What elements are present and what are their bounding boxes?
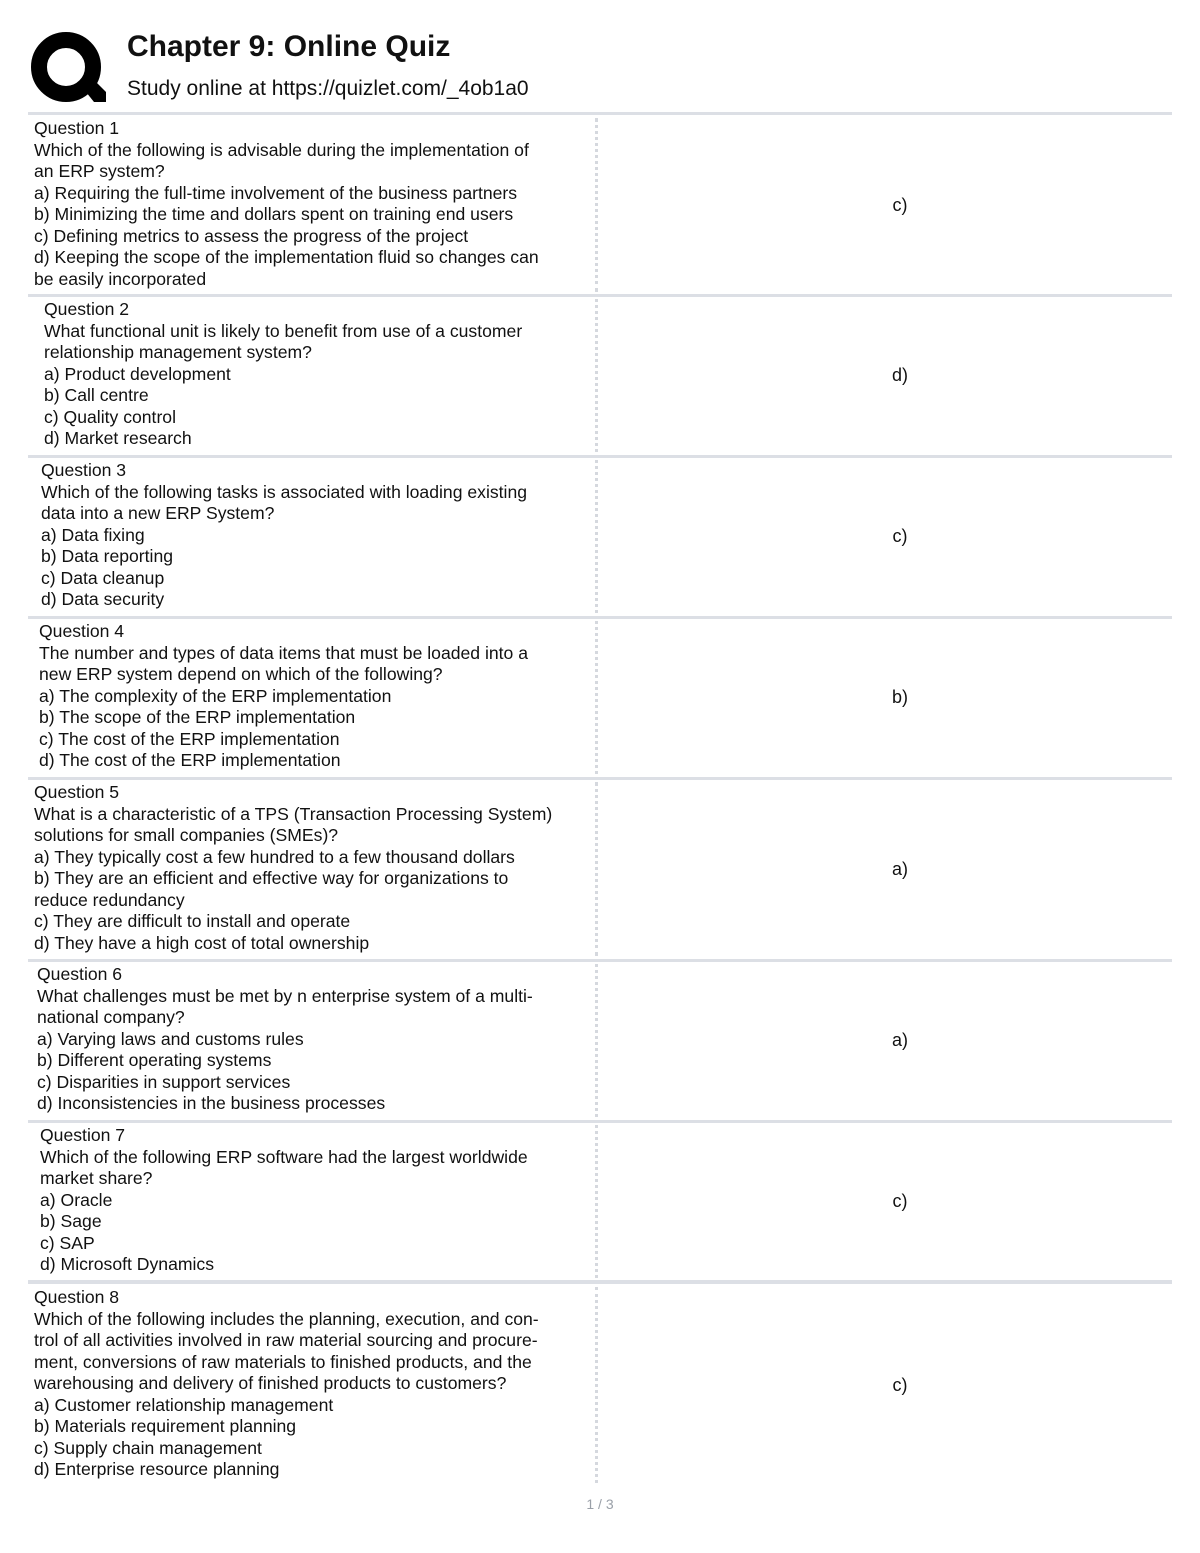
- answer-option: b) Materials requirement planning: [34, 1416, 297, 1436]
- quizlet-logo-icon: [30, 30, 108, 108]
- question-card: [28, 1285, 1172, 1485]
- answer-option: c) Defining metrics to assess the progress of the project: [34, 225, 469, 246]
- question-card: [28, 458, 1172, 615]
- answer-option: d) Enterprise resource planning: [34, 1459, 280, 1479]
- answer-option: d) Microsoft Dynamics: [40, 1254, 215, 1274]
- answer-option: b) Sage: [40, 1211, 102, 1231]
- correct-answer: d): [891, 365, 908, 385]
- question-label: Question 2: [44, 299, 130, 319]
- question-text: [28, 458, 611, 615]
- question-prompt-line: an ERP system?: [34, 161, 165, 181]
- answer-option: d) They have a high cost of total ownership: [34, 932, 370, 953]
- answer-option: a) The complexity of the ERP implementation: [39, 685, 392, 706]
- question-prompt-line: Which of the following is advisable during the implementation of: [34, 139, 529, 160]
- answer-option: a) Requiring the full-time involvement of the business partners: [34, 182, 518, 203]
- column-divider: [595, 782, 598, 956]
- correct-answer: b): [891, 687, 908, 707]
- page-number: 1 / 3: [586, 1496, 614, 1512]
- correct-answer: a): [891, 1030, 908, 1050]
- answer-option: c) The cost of the ERP implementation: [39, 728, 340, 749]
- question-prompt-line: The number and types of data items that must be loaded into a: [39, 642, 529, 663]
- answer-option: c) Supply chain management: [34, 1437, 262, 1458]
- answer-option: b) Minimizing the time and dollars spent on training end users: [34, 204, 514, 224]
- question-text: [28, 1123, 610, 1280]
- question-prompt-line: Which of the following ERP software had the largest worldwide: [40, 1146, 528, 1167]
- column-divider: [595, 460, 598, 613]
- answer-option: c) SAP: [40, 1232, 95, 1253]
- question-prompt-line: warehousing and delivery of finished products to customers?: [34, 1373, 507, 1393]
- answer-option: c) Data cleanup: [41, 567, 165, 588]
- question-text: [28, 1285, 604, 1485]
- answer-option: a) Data fixing: [41, 524, 145, 545]
- answer-option: d) Market research: [44, 428, 192, 448]
- answer-option: c) Quality control: [44, 406, 176, 427]
- column-divider: [595, 1287, 598, 1483]
- question-card: [28, 780, 1172, 958]
- question-prompt-line: solutions for small companies (SMEs)?: [34, 825, 339, 845]
- question-separator: [28, 1280, 1172, 1284]
- answer-option: a) Product development: [44, 363, 231, 384]
- answer-option: b) Data reporting: [41, 546, 174, 566]
- question-prompt-line: new ERP system depend on which of the following?: [39, 664, 443, 684]
- column-divider: [595, 1125, 598, 1278]
- answer-option: a) Oracle: [40, 1189, 113, 1210]
- question-prompt-line: be easily incorporated: [34, 268, 207, 289]
- question-label: Question 8: [34, 1287, 120, 1307]
- answer-option: d) Inconsistencies in the business processes: [37, 1093, 386, 1113]
- question-card: [28, 619, 1172, 776]
- question-prompt-line: national company?: [37, 1007, 185, 1027]
- question-label: Question 3: [41, 460, 127, 480]
- correct-answer: c): [892, 1374, 908, 1395]
- answer-option: b) They are an efficient and effective way for organizations to: [34, 868, 509, 888]
- correct-answer: a): [891, 858, 908, 879]
- correct-answer: c): [892, 526, 908, 546]
- question-card: [28, 116, 1172, 294]
- question-prompt-line: relationship management system?: [44, 342, 312, 362]
- answer-option: b) Call centre: [44, 385, 149, 405]
- question-prompt-line: market share?: [40, 1168, 153, 1188]
- question-label: Question 7: [40, 1125, 126, 1145]
- question-text: [28, 297, 614, 454]
- answer-option: b) Different operating systems: [37, 1050, 272, 1070]
- question-label: Question 4: [39, 621, 125, 641]
- column-divider: [595, 118, 598, 292]
- question-prompt-line: Which of the following tasks is associated with loading existing: [41, 481, 528, 502]
- question-prompt-line: trol of all activities involved in raw material sourcing and procure-: [34, 1330, 538, 1350]
- correct-answer: c): [892, 194, 908, 215]
- column-divider: [595, 621, 598, 774]
- answer-option: d) Data security: [41, 589, 165, 609]
- column-divider: [595, 964, 598, 1117]
- question-text: [28, 780, 604, 958]
- question-card: [28, 962, 1172, 1119]
- question-prompt-line: Which of the following includes the planning, execution, and con-: [34, 1308, 539, 1329]
- answer-option: b) The scope of the ERP implementation: [39, 707, 356, 727]
- answer-option: a) Varying laws and customs rules: [37, 1028, 304, 1049]
- answer-option: d) The cost of the ERP implementation: [39, 750, 341, 770]
- page-header: [0, 0, 1200, 112]
- column-divider: [595, 299, 598, 452]
- answer-option: c) Disparities in support services: [37, 1071, 291, 1092]
- question-card: [28, 297, 1172, 454]
- answer-option: a) They typically cost a few hundred to a few thousand dollars: [34, 846, 515, 867]
- question-prompt-line: ment, conversions of raw materials to finished products, and the: [34, 1351, 532, 1372]
- question-prompt-line: What challenges must be met by n enterprise system of a multi-: [37, 985, 533, 1006]
- question-prompt-line: What is a characteristic of a TPS (Transaction Processing System): [34, 803, 553, 824]
- question-text: [28, 116, 604, 294]
- page-title: Chapter 9: Online Quiz: [127, 30, 451, 63]
- question-text: [28, 962, 607, 1119]
- correct-answer: c): [892, 1191, 908, 1211]
- question-card: [28, 1123, 1172, 1280]
- answer-option: c) They are difficult to install and operate: [34, 911, 351, 931]
- question-label: Question 5: [34, 782, 120, 802]
- question-prompt-line: data into a new ERP System?: [41, 503, 275, 523]
- question-text: [28, 619, 609, 776]
- question-label: Question 6: [37, 964, 123, 984]
- answer-option: a) Customer relationship management: [34, 1394, 334, 1415]
- question-separator: [28, 112, 1172, 115]
- question-label: Question 1: [34, 118, 120, 138]
- question-prompt-line: reduce redundancy: [34, 889, 185, 910]
- study-online-link[interactable]: Study online at https://quizlet.com/_4ob1a0: [127, 77, 529, 100]
- question-prompt-line: What functional unit is likely to benefit from use of a customer: [44, 320, 523, 341]
- answer-option: d) Keeping the scope of the implementation fluid so changes can: [34, 247, 539, 267]
